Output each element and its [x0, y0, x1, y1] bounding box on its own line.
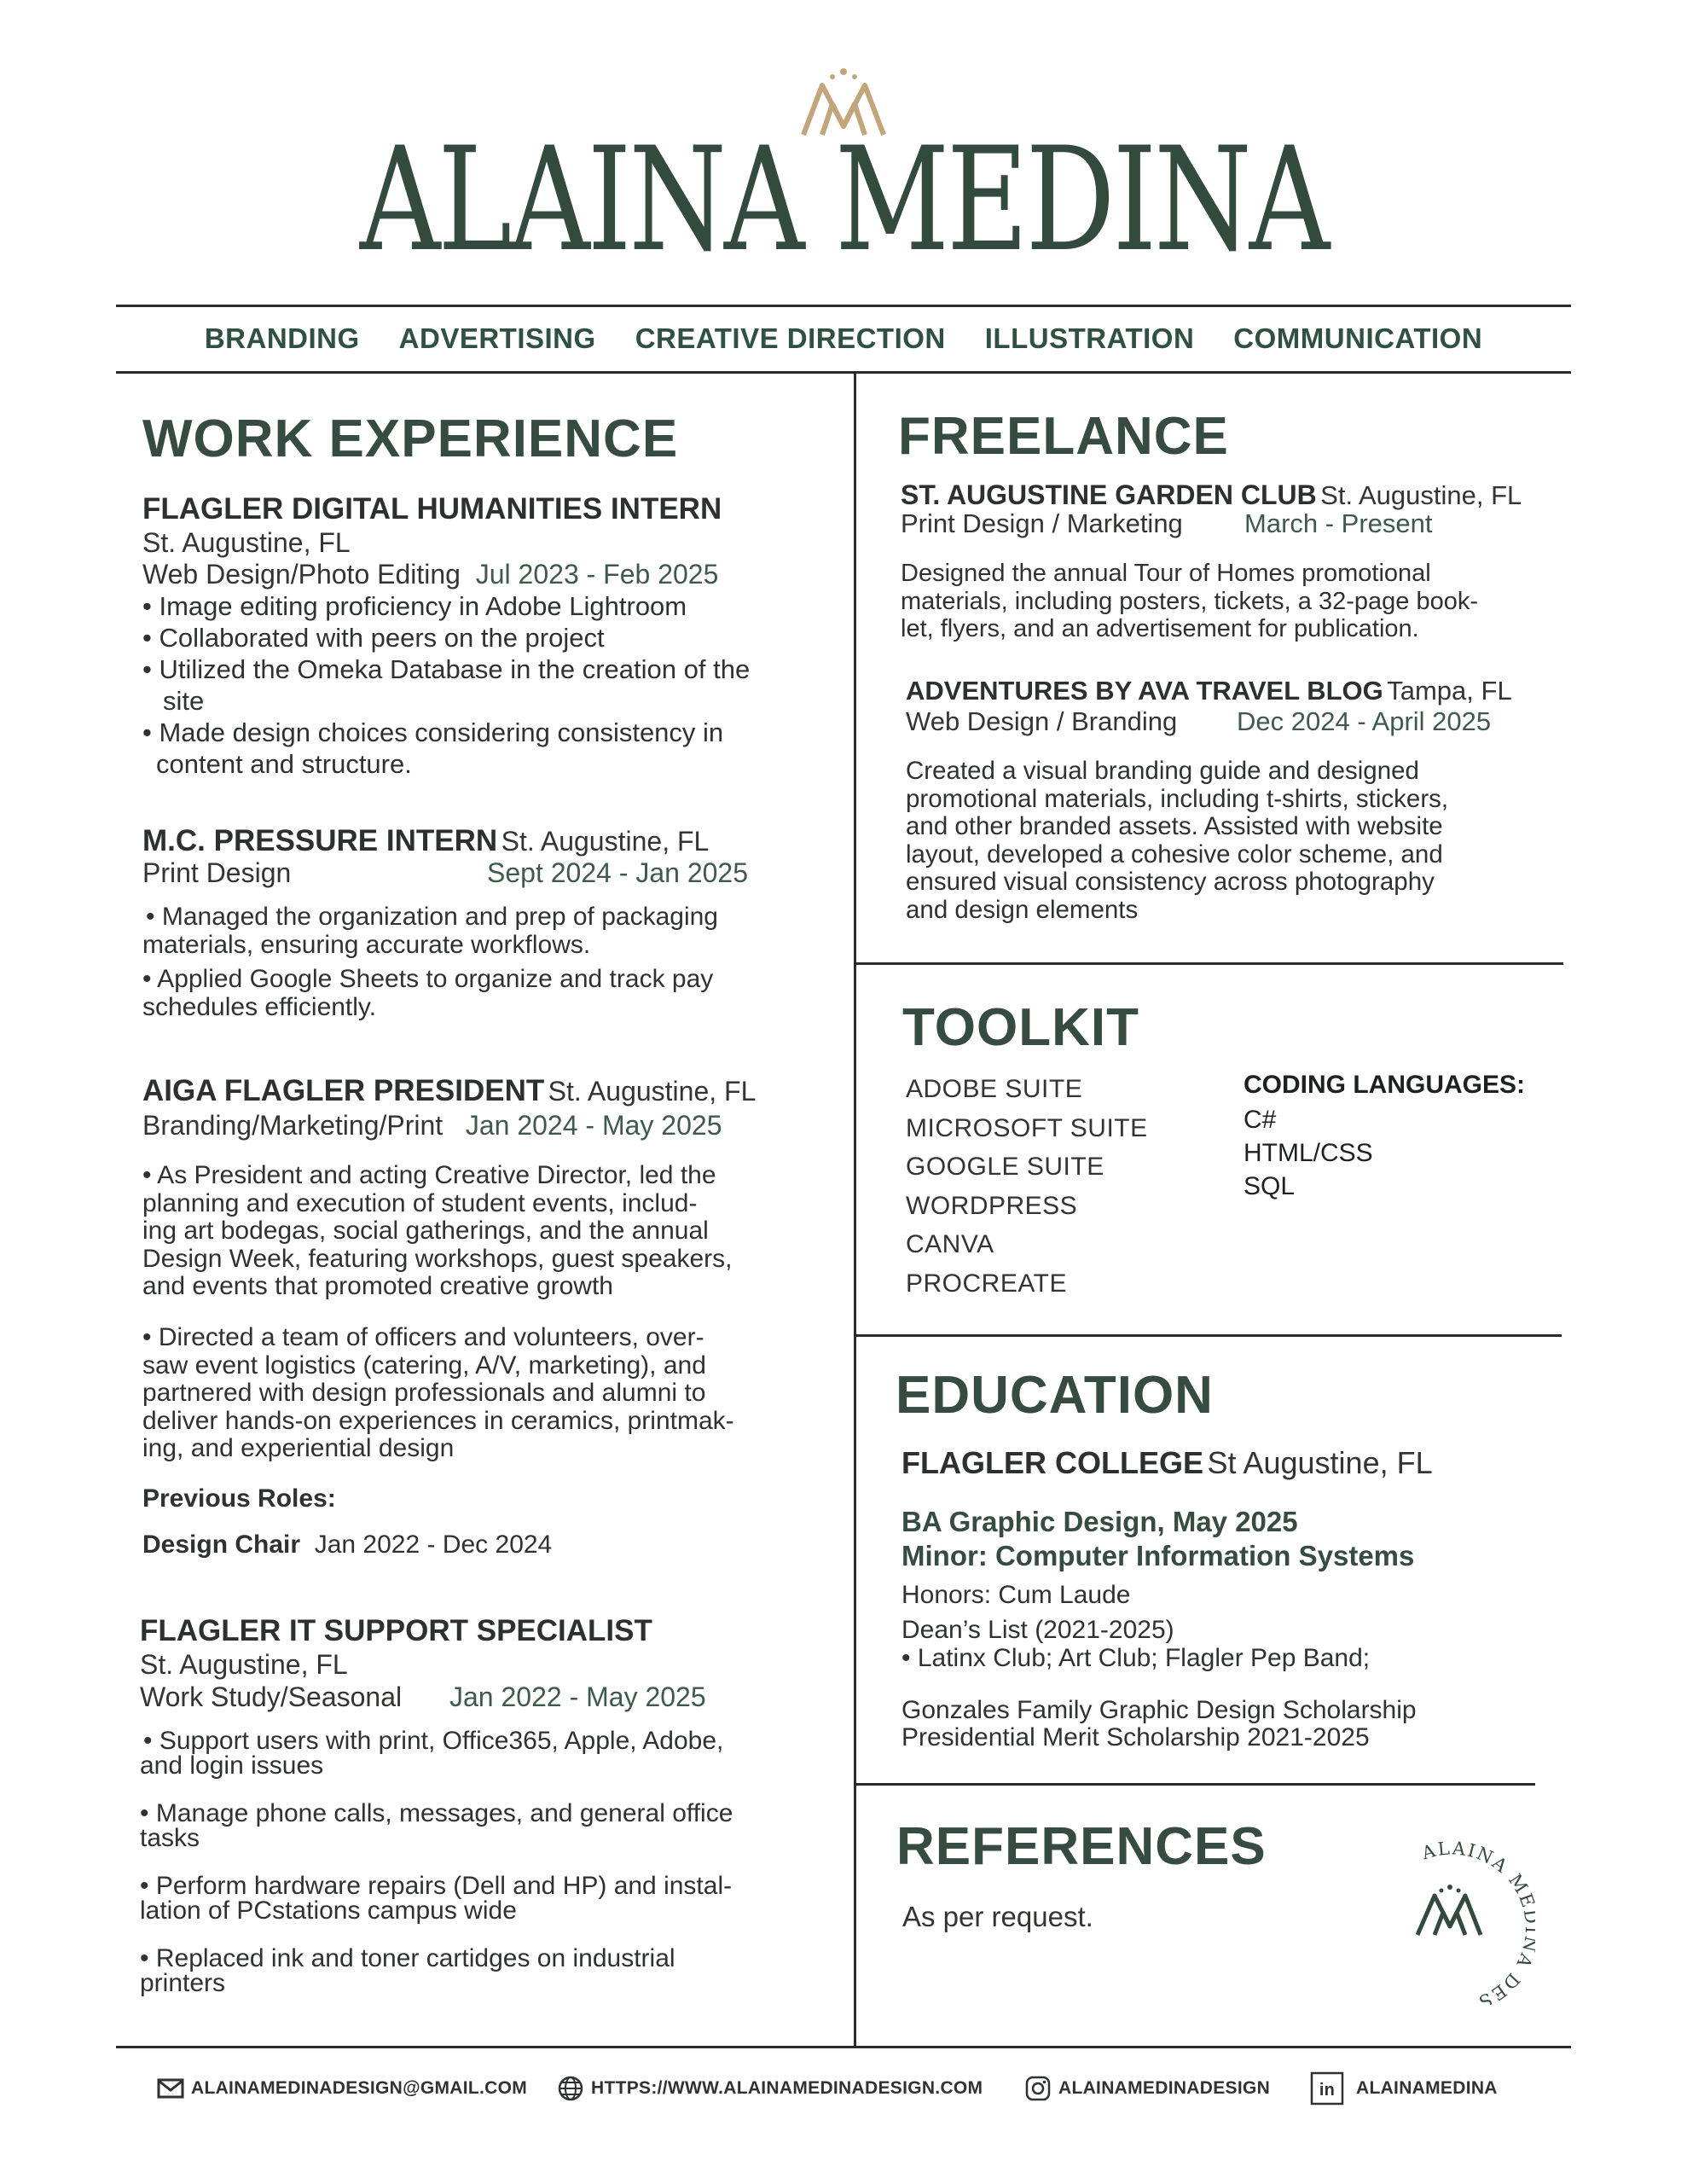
job-location: St. Augustine, FL [501, 826, 710, 857]
footer-website[interactable] [557, 2071, 983, 2106]
job-title: AIGA FLAGLER PRESIDENT [142, 1074, 545, 1107]
divider [855, 1334, 1562, 1337]
deans-list: Dean’s List (2021-2025) [901, 1616, 1174, 1644]
text-line: ing art bodegas, social gatherings, and the annual [142, 1217, 709, 1245]
text-line: and events that promoted creative growth [142, 1272, 613, 1300]
column-divider [854, 373, 856, 2048]
divider [116, 371, 1571, 374]
freelance-heading: FREELANCE [898, 407, 1229, 466]
skills-bar [116, 322, 1571, 355]
job-role: Work Study/Seasonal [140, 1682, 403, 1712]
bullet: • Replaced ink and toner cartidges on industrial [140, 1944, 675, 1972]
gig-description [906, 758, 1448, 924]
gig-location: St. Augustine, FL [1320, 480, 1522, 510]
job-location: St. Augustine, FL [140, 1649, 348, 1680]
job-header [142, 824, 709, 858]
gig-dates: Dec 2024 - April 2025 [1237, 706, 1492, 736]
text-line: let, flyers, and an advertisement for publication. [901, 615, 1419, 642]
tool-item: GOOGLE SUITE [906, 1153, 1104, 1181]
gig-header [901, 479, 1522, 511]
job-role: Web Design/Photo Editing [142, 559, 461, 590]
text-line: planning and execution of student events, includ- [142, 1188, 698, 1217]
linkedin-icon [1310, 2071, 1344, 2106]
skill-item: ADVERTISING [398, 322, 596, 354]
skill-item: BRANDING [204, 322, 360, 354]
school-location: St Augustine, FL [1207, 1445, 1433, 1480]
bullet: and login issues [140, 1751, 324, 1780]
job-location: St. Augustine, FL [548, 1076, 757, 1107]
footer-email[interactable] [157, 2071, 527, 2106]
divider [116, 2046, 1571, 2048]
previous-role: Design Chair [142, 1531, 301, 1559]
text-line: and other branded assets. Assisted with website [906, 812, 1443, 840]
stamp-icon [1399, 1834, 1535, 2005]
degree: BA Graphic Design, May 2025 [901, 1506, 1298, 1537]
mail-icon [157, 2077, 184, 2100]
text-line: promotional materials, including t-shirts, stickers, [906, 784, 1449, 813]
website-text: HTTPS://WWW.ALAINAMEDINADESIGN.COM [591, 2078, 983, 2098]
job-dates: Jan 2024 - May 2025 [465, 1110, 722, 1141]
text-line: materials, including posters, tickets, a 32-page book- [901, 587, 1479, 615]
bullet: • Perform hardware repairs (Dell and HP) and instal- [140, 1872, 733, 1900]
job-header [142, 1074, 756, 1108]
school-header [901, 1445, 1433, 1481]
job-bullets [142, 590, 750, 780]
text-line: ensured visual consistency across photography [906, 868, 1435, 896]
text-line: Designed the annual Tour of Homes promotional [901, 560, 1431, 587]
language-item: HTML/CSS [1244, 1139, 1373, 1167]
gig-title: ST. AUGUSTINE GARDEN CLUB [901, 479, 1317, 510]
text-line: partnered with design professionals and alumni to [142, 1379, 706, 1407]
gig-role: Web Design / Branding [906, 706, 1178, 736]
language-item: C# [1244, 1106, 1277, 1134]
bullet: lation of PCstations campus wide [140, 1896, 517, 1925]
tool-item: ADOBE SUITE [906, 1075, 1083, 1103]
tool-item: CANVA [906, 1230, 994, 1258]
text-line: ing, and experiential design [142, 1434, 455, 1462]
clubs: • Latinx Club; Art Club; Flagler Pep Band; [901, 1644, 1371, 1672]
text-line: Created a visual branding guide and designed [906, 757, 1419, 785]
job-title: FLAGLER DIGITAL HUMANITIES INTERN [142, 492, 722, 526]
bullet: • Utilized the Omeka Database in the creation of the [142, 654, 751, 684]
footer-instagram[interactable] [1024, 2071, 1270, 2106]
bullet: • Support users with print, Office365, Apple, Adobe, [143, 1727, 724, 1755]
skill-item: CREATIVE DIRECTION [635, 322, 946, 354]
bullet: tasks [140, 1824, 200, 1852]
bullet: printers [140, 1969, 226, 1997]
bullet: site [163, 686, 205, 716]
bullet: • Manage phone calls, messages, and general office [140, 1799, 733, 1827]
job-location: St. Augustine, FL [142, 527, 351, 558]
references-text: As per request. [902, 1901, 1093, 1932]
bullet: materials, ensuring accurate workflows. [142, 930, 591, 959]
gig-dates: March - Present [1244, 508, 1433, 538]
text-line: and design elements [906, 895, 1139, 924]
gig-role: Print Design / Marketing [901, 508, 1183, 538]
previous-dates: Jan 2022 - Dec 2024 [314, 1531, 553, 1559]
svg-text:ALAINA MEDINA DESIGN [1399, 1834, 1535, 2005]
svg-text:in: in [1319, 2081, 1336, 2100]
gig-description [901, 560, 1478, 643]
text-line: layout, developed a cohesive color scheme, and [906, 839, 1443, 868]
text-line: • As President and acting Creative Director, led the [142, 1161, 716, 1189]
minor: Minor: Computer Information Systems [901, 1540, 1415, 1571]
coding-languages-label: CODING LANGUAGES: [1244, 1071, 1525, 1099]
divider [855, 1783, 1535, 1786]
education-heading: EDUCATION [896, 1366, 1214, 1425]
school-name: FLAGLER COLLEGE [901, 1445, 1203, 1480]
bullet: • Collaborated with peers on the project [142, 623, 605, 653]
skill-item: ILLUSTRATION [984, 322, 1195, 354]
bullet: content and structure. [156, 749, 412, 779]
job-dates: Jul 2023 - Feb 2025 [475, 559, 719, 590]
tool-item: WORDPRESS [906, 1191, 1078, 1220]
bullet: schedules efficiently. [142, 992, 377, 1021]
bullet: • Image editing proficiency in Adobe Lightroom [142, 591, 687, 621]
bullet: • Managed the organization and prep of packaging [146, 903, 718, 931]
job-role-line [142, 559, 718, 590]
text-line: deliver hands-on experiences in ceramics, printmak- [142, 1406, 734, 1435]
toolkit-heading: TOOLKIT [902, 998, 1139, 1057]
job-role: Print Design [142, 857, 292, 888]
stamp-text: ALAINA M A DES [1419, 1838, 1535, 2005]
globe-icon [557, 2075, 584, 2102]
stamp-logo [1399, 1834, 1535, 2005]
job-dates: Sept 2024 - Jan 2025 [487, 857, 749, 888]
work-experience-heading: WORK EXPERIENCE [142, 410, 679, 468]
job-role: Branding/Marketing/Print [142, 1110, 443, 1141]
bullet: • Applied Google Sheets to organize and track pay [142, 965, 714, 993]
language-list [1244, 1103, 1373, 1203]
previous-role-line [142, 1531, 552, 1560]
resume-name: ALAINA MEDINA [359, 116, 1328, 283]
skill-item: COMMUNICATION [1233, 322, 1483, 354]
job-dates: Jan 2022 - May 2025 [449, 1682, 706, 1712]
job-title: M.C. PRESSURE INTERN [142, 824, 498, 857]
bullet: • Made design choices considering consistency in [142, 717, 724, 747]
job-title: FLAGLER IT SUPPORT SPECIALIST [140, 1614, 652, 1647]
language-item: SQL [1244, 1172, 1296, 1200]
gig-location: Tampa, FL [1387, 676, 1512, 706]
divider [855, 962, 1563, 965]
gig-title: ADVENTURES BY AVA TRAVEL BLOG [906, 676, 1383, 706]
references-heading: REFERENCES [896, 1817, 1267, 1876]
email-text: ALAINAMEDINADESIGN@GMAIL.COM [191, 2078, 528, 2098]
instagram-text: ALAINAMEDINADESIGN [1058, 2078, 1271, 2098]
scholarship: Gonzales Family Graphic Design Scholarship [901, 1696, 1417, 1724]
linkedin-text: ALAINAMEDINA [1356, 2078, 1498, 2098]
job-role-line [142, 1110, 722, 1141]
text-line: Design Week, featuring workshops, guest speakers, [142, 1244, 733, 1273]
scholarship: Presidential Merit Scholarship 2021-2025 [901, 1723, 1370, 1751]
job-paragraph [142, 1324, 734, 1463]
footer-linkedin[interactable] [1310, 2071, 1498, 2106]
instagram-icon [1024, 2075, 1052, 2102]
previous-roles-label: Previous Roles: [142, 1484, 336, 1513]
job-bullets [142, 903, 718, 1021]
tool-item: MICROSOFT SUITE [906, 1113, 1148, 1142]
text-line: • Directed a team of officers and volunteers, over- [142, 1323, 704, 1351]
tool-list [906, 1070, 1148, 1303]
job-bullets [140, 1728, 733, 1995]
honors: Honors: Cum Laude [901, 1581, 1131, 1609]
tool-item: PROCREATE [906, 1269, 1067, 1298]
text-line: saw event logistics (catering, A/V, marketing), and [142, 1350, 706, 1380]
divider [116, 305, 1571, 307]
job-paragraph [142, 1162, 732, 1301]
gig-header [906, 676, 1512, 706]
